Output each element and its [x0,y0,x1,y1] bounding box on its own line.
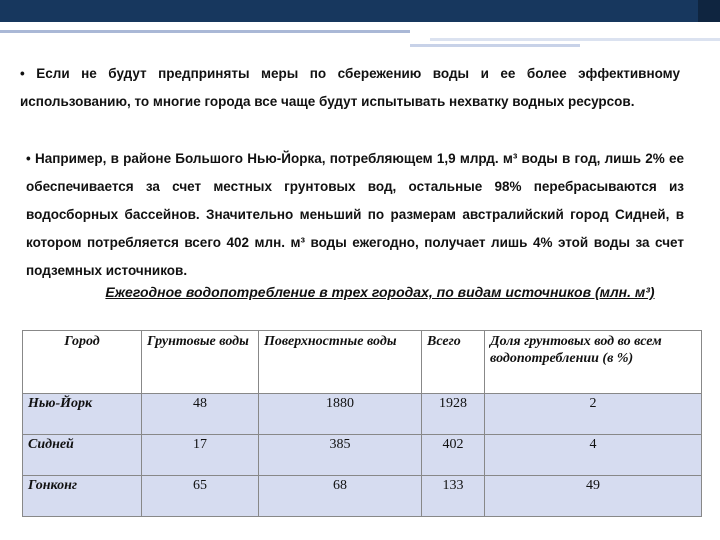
cell-total: 133 [422,476,485,517]
header-total: Всего [422,331,485,394]
cell-surface: 385 [259,435,422,476]
cell-groundwater: 48 [142,394,259,435]
top-banner [0,0,720,22]
decorative-line-2 [410,44,580,47]
cell-share: 2 [485,394,702,435]
bullet-paragraph-1: • Если не будут предприняты меры по сбережению воды и ее более эффективному использованию, то многие города все чаще будут испытывать нехватку водных ресурсов. [20,66,680,109]
table-header-row [23,331,702,394]
cell-share: 49 [485,476,702,517]
header-surface: Поверхностные воды [259,331,422,394]
cell-surface: 68 [259,476,422,517]
cell-groundwater: 65 [142,476,259,517]
top-banner-corner [698,0,720,22]
cell-total: 1928 [422,394,485,435]
cell-share: 4 [485,435,702,476]
water-consumption-table [22,330,702,517]
cell-city: Гонконг [23,476,142,517]
cell-city: Нью-Йорк [23,394,142,435]
table-row [23,435,702,476]
bullet-paragraph-2: • Например, в районе Большого Нью-Йорка, потребляющем 1,9 млрд. м³ воды в год, лишь 2% ее обеспечивается за счет местных грунтовых вод, остальные 98% перебрасываются из водосборных бассейнов. Значительно меньший по размерам австралийский город Сидней, в котором потребляется всего 402 млн. м³ воды ежегодно, получает лишь 4% этой воды за счет подземных источников. [26,151,684,278]
table-row [23,476,702,517]
header-share: Доля грунтовых вод во всем водопотреблении (в %) [485,331,702,394]
table-title: Ежегодное водопотребление в трех городах, по видам источников (млн. м³) [105,284,655,300]
cell-groundwater: 17 [142,435,259,476]
decorative-line-1 [0,30,410,33]
cell-total: 402 [422,435,485,476]
cell-surface: 1880 [259,394,422,435]
cell-city: Сидней [23,435,142,476]
header-city: Город [23,331,142,394]
decorative-line-3 [430,38,720,41]
header-groundwater: Грунтовые воды [142,331,259,394]
table-row [23,394,702,435]
